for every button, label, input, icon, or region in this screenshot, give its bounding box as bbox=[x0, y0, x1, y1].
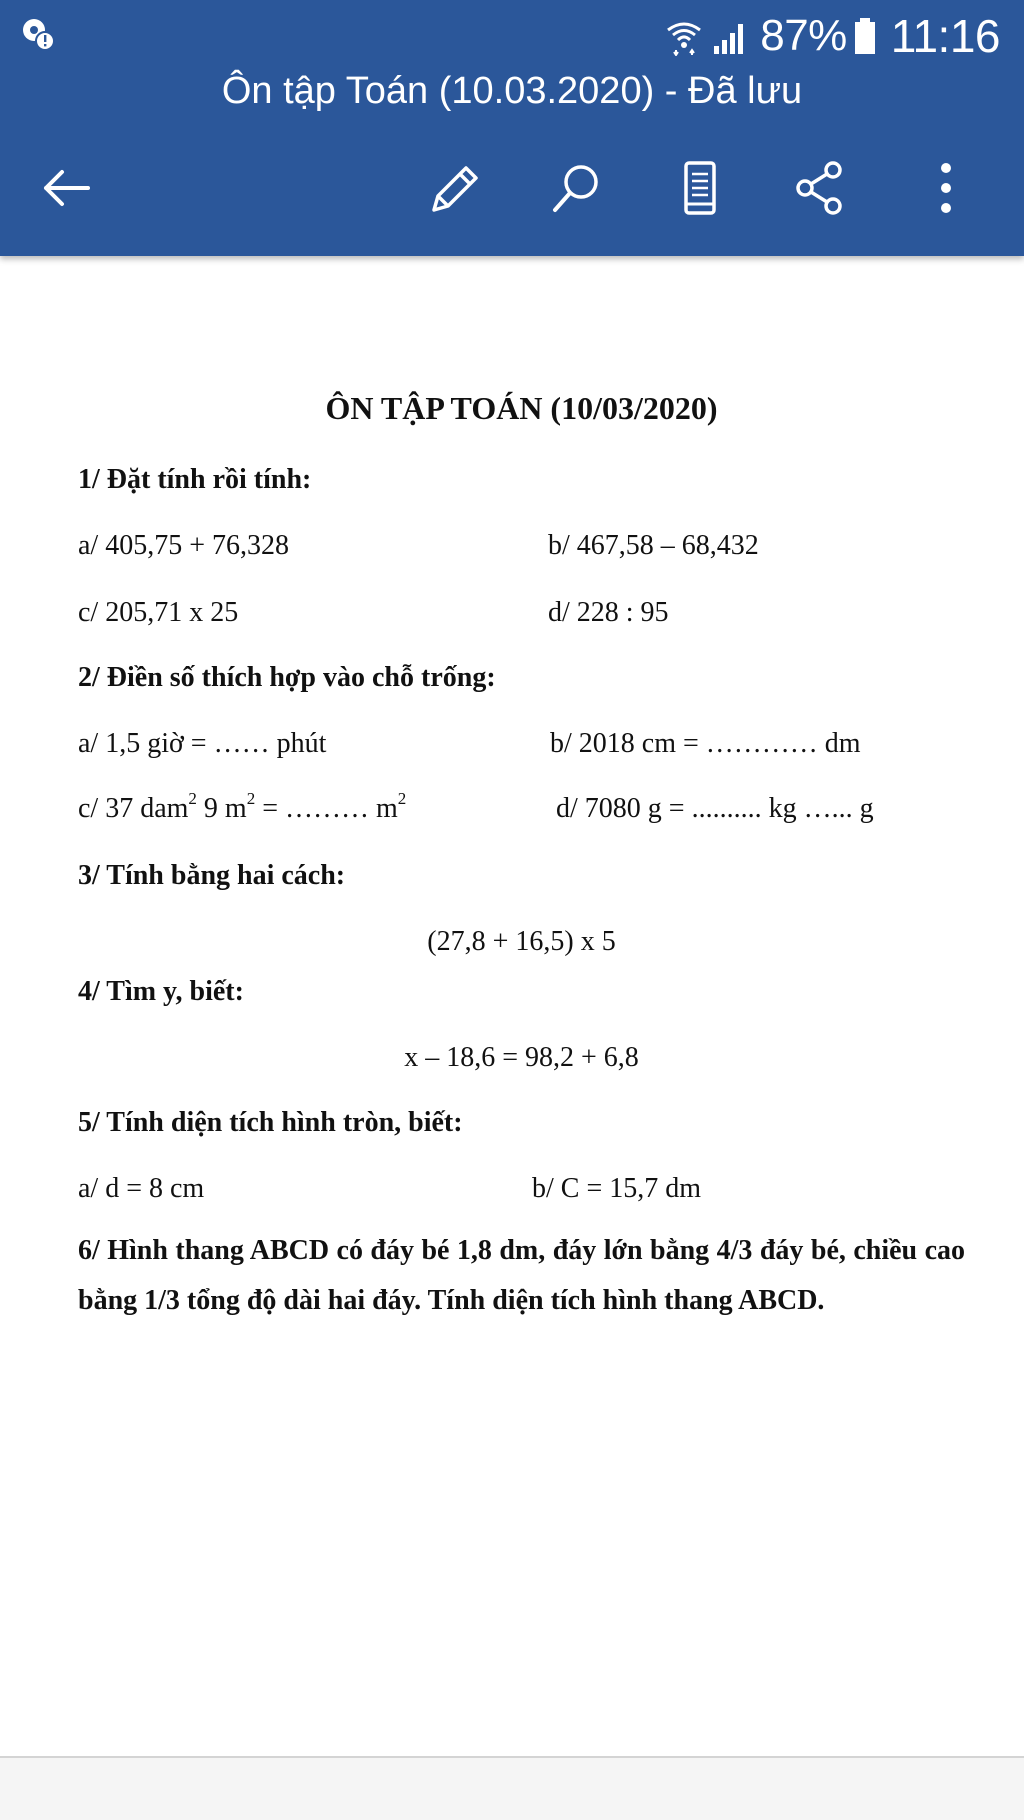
q2-d: d/ 7080 g = .......... kg …... g bbox=[556, 793, 874, 824]
search-icon bbox=[547, 158, 607, 218]
q6-paragraph: 6/ Hình thang ABCD có đáy bé 1,8 dm, đáy lớn bằng 4/3 đáy bé, chiều cao bằng 1/3 tổng độ dài hai đáy. Tính diện tích hình thang ABCD. bbox=[78, 1235, 965, 1316]
q3-expression: (27,8 + 16,5) x 5 bbox=[427, 926, 616, 957]
clock: 11:16 bbox=[890, 10, 1000, 62]
q3-heading: 3/ Tính bằng hai cách: bbox=[78, 860, 346, 891]
q2-b: b/ 2018 cm = ………… dm bbox=[550, 728, 861, 759]
q2-c: c/ 37 dam$^2$ 9 $m^2$ = ……… $m^2$ bbox=[78, 789, 407, 824]
more-options-button[interactable] bbox=[910, 152, 982, 224]
q4-heading: 4/ Tìm y, biết: bbox=[78, 976, 244, 1007]
q1-a: a/ 405,75 + 76,328 bbox=[78, 530, 289, 561]
q1-d: d/ 228 : 95 bbox=[548, 597, 669, 628]
more-vert-icon bbox=[916, 158, 976, 218]
wifi-icon bbox=[664, 16, 704, 56]
share-icon bbox=[791, 158, 851, 218]
battery-percent: 87% bbox=[760, 11, 847, 60]
document-title-bar: Ôn tập Toán (10.03.2020) - Đã lưu bbox=[221, 70, 803, 112]
q1-heading: 1/ Đặt tính rồi tính: bbox=[78, 464, 312, 495]
edit-button[interactable] bbox=[418, 152, 490, 224]
pencil-icon bbox=[424, 158, 484, 218]
reading-view-icon bbox=[670, 158, 730, 218]
q5-b: b/ C = 15,7 dm bbox=[532, 1173, 702, 1204]
q4-expression: x – 18,6 = 98,2 + 6,8 bbox=[404, 1042, 639, 1073]
back-arrow-icon bbox=[36, 158, 96, 218]
settings-alert-icon bbox=[20, 16, 56, 52]
signal-icon bbox=[710, 16, 750, 56]
share-button[interactable] bbox=[785, 152, 857, 224]
battery-icon bbox=[853, 16, 877, 56]
q2-a: a/ 1,5 giờ = …… phút bbox=[78, 728, 327, 759]
page-title: ÔN TẬP TOÁN (10/03/2020) bbox=[325, 390, 718, 426]
q5-heading: 5/ Tính diện tích hình tròn, biết: bbox=[78, 1107, 463, 1138]
reading-view-button[interactable] bbox=[664, 152, 736, 224]
bottom-bar bbox=[0, 1758, 1024, 1820]
q1-b: b/ 467,58 – 68,432 bbox=[548, 530, 759, 561]
back-button[interactable] bbox=[30, 152, 102, 224]
q1-c: c/ 205,71 x 25 bbox=[78, 597, 239, 628]
app-bar bbox=[0, 0, 1024, 256]
status-bar-right bbox=[664, 6, 1000, 66]
search-button[interactable] bbox=[541, 152, 613, 224]
q5-a: a/ d = 8 cm bbox=[78, 1173, 205, 1204]
q2-heading: 2/ Điền số thích hợp vào chỗ trống: bbox=[78, 662, 496, 693]
document-page[interactable] bbox=[0, 256, 1024, 1756]
